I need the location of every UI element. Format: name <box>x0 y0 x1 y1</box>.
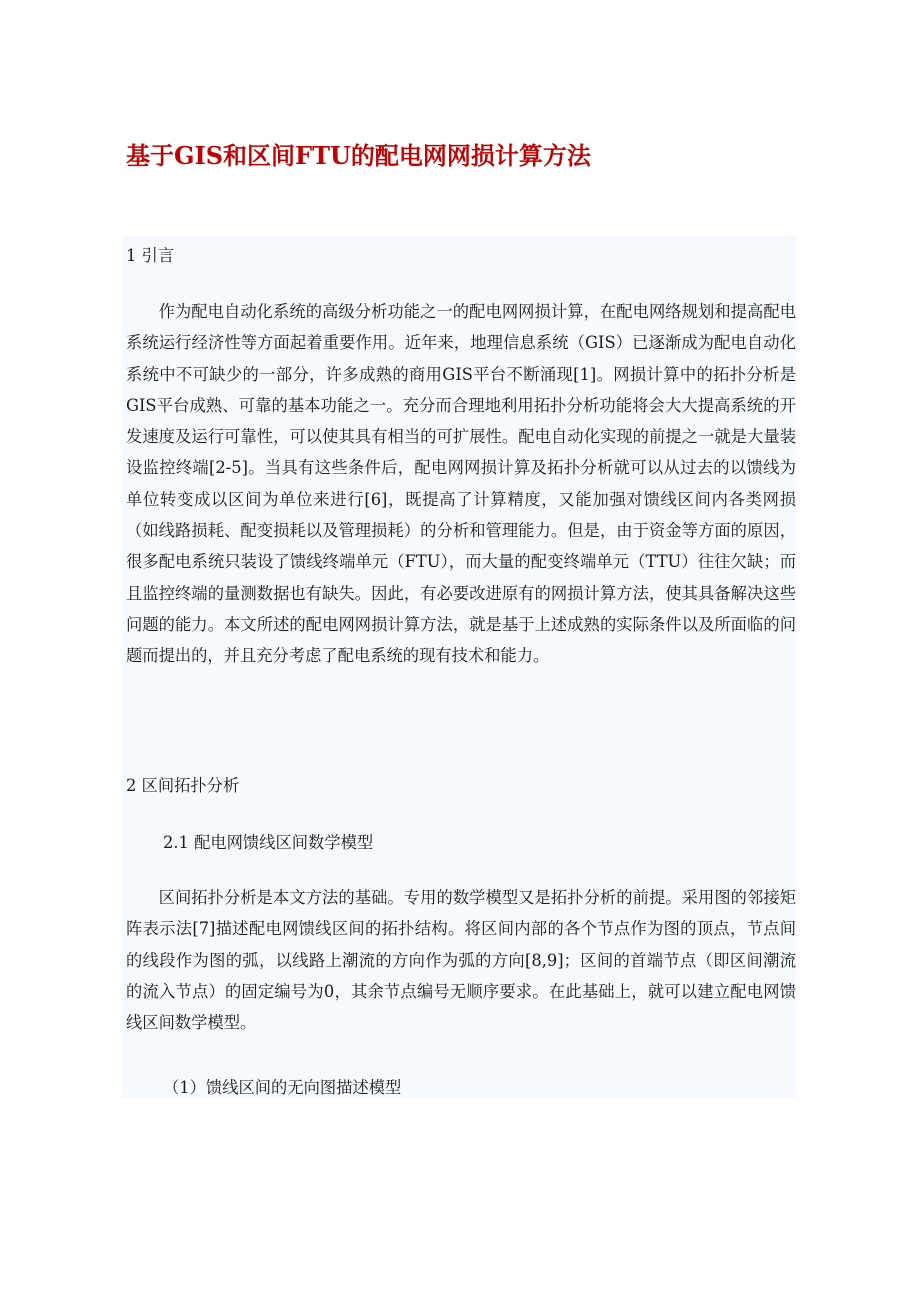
subsection-2-1-heading: 2.1 配电网馈线区间数学模型 <box>163 833 374 852</box>
subsection-2-1-paragraph: 区间拓扑分析是本文方法的基础。专用的数学模型又是拓扑分析的前提。采用图的邻接矩阵表示法[7]描述配电网馈线区间的拓扑结构。将区间内部的各个节点作为图的顶点，节点间的线段作为图的弧，以线路上潮流的方向作为弧的方向[8,9]；区间的首端节点（即区间潮流的流入节点）的固定编号为0，其余节点编号无顺序要求。在此基础上，就可以建立配电网馈线区间数学模型。 <box>126 888 796 1033</box>
item-1-heading: （1）馈线区间的无向图描述模型 <box>163 1078 402 1097</box>
section-1-heading: 1 引言 <box>126 246 175 265</box>
section-2-heading: 2 区间拓扑分析 <box>126 776 240 795</box>
section-1-paragraph: 作为配电自动化系统的高级分析功能之一的配电网网损计算，在配电网络规划和提高配电系统运行经济性等方面起着重要作用。近年来，地理信息系统（GIS）已逐渐成为配电自动化系统中不可缺少的一部分，许多成熟的商用GIS平台不断涌现[1]。网损计算中的拓扑分析是GIS平台成熟、可靠的基本功能之一。充分而合理地利用拓扑分析功能将会大大提高系统的开发速度及运行可靠性，可以使其具有相当的可扩展性。配电自动化实现的前提之一就是大量装设监控终端[2-5]。当具有这些条件后，配电网网损计算及拓扑分析就可以从过去的以馈线为单位转变成以区间为单位来进行[6]，既提高了计算精度，又能加强对馈线区间内各类网损（如线路损耗、配变损耗以及管理损耗）的分析和管理能力。但是，由于资金等方面的原因，很多配电系统只装设了馈线终端单元（FTU），而大量的配变终端单元（TTU）往往欠缺；而且监控终端的量测数据也有缺失。因此，有必要改进原有的网损计算方法，使其具备解决这些问题的能力。本文所述的配电网网损计算方法，就是基于上述成熟的实际条件以及所面临的问题而提出的，并且充分考虑了配电系统的现有技术和能力。 <box>126 302 796 666</box>
document-title: 基于GIS和区间FTU的配电网网损计算方法 <box>126 141 591 170</box>
